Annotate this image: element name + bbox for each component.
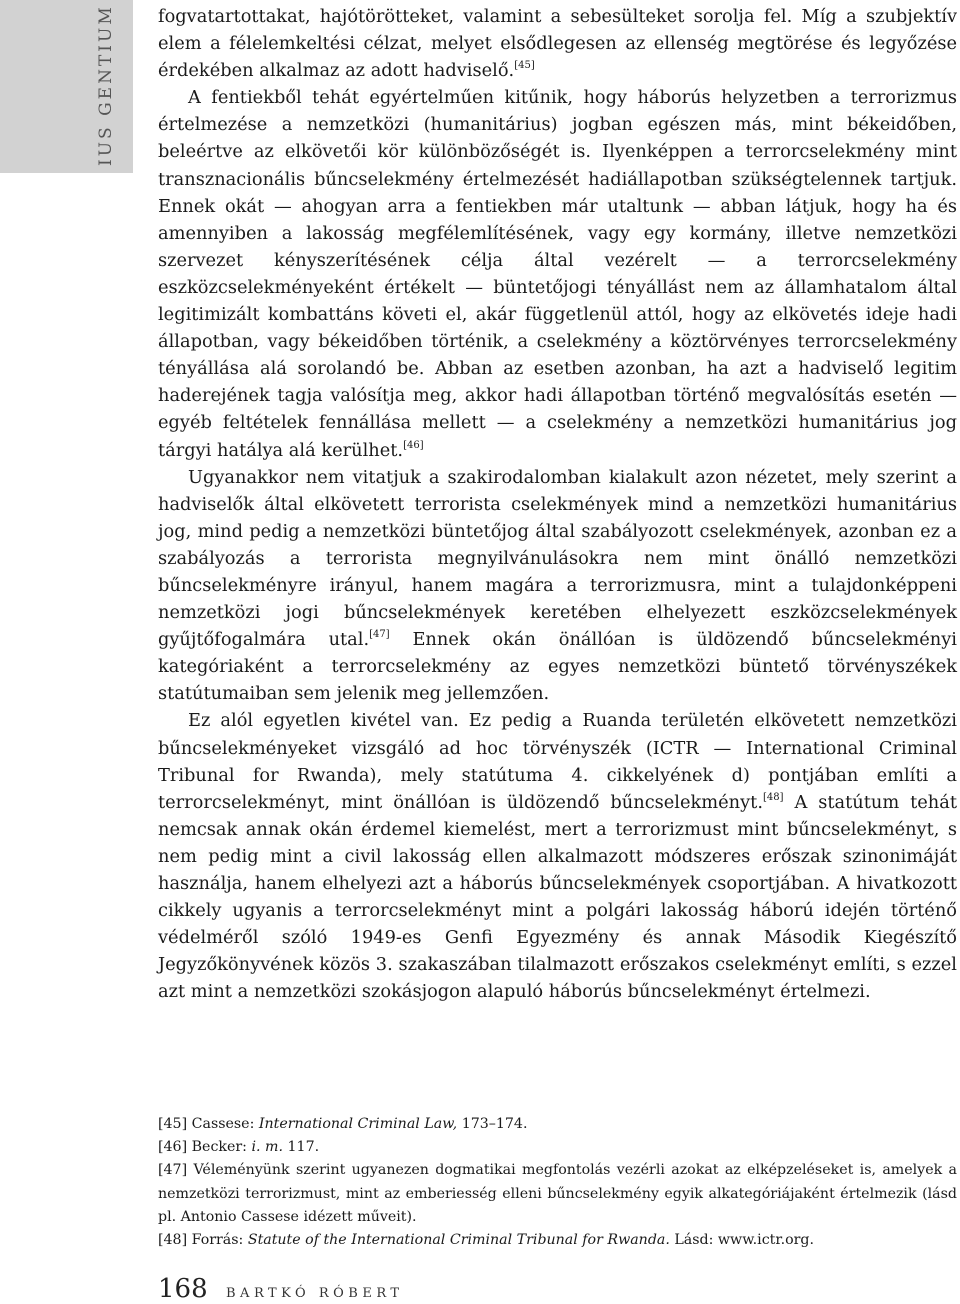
text-run: [47] Véleményünk szerint ugyanezen dogmatikai megfontolás vezérli azokat az elképzeléseket is, amelyek a nemzetközi terrorizmust, mint az emberiesség elleni bűncselekmény egyik alkategóriájaként értelmezik (lásd pl. Antonio Cassese idézett műveit). <box>158 1162 957 1225</box>
text-run: Ez alól egyetlen kivétel van. Ez pedig a Ruanda területén elkövetett nemzetközi bűncselekményeket vizsgáló ad hoc törvényszék (ICTR — International Criminal Tribunal for Rwanda), mely statútuma 4. cikkelyének d) pontjában említi a terrorcselekményt, mint önállóan is üldözendő bűncselekményt. <box>158 710 957 813</box>
text-run: [45] Cassese: <box>158 1116 259 1132</box>
footnote-reference: [47] <box>369 629 390 641</box>
text-run: Lásd: www.ictr.org. <box>669 1232 815 1249</box>
text-run: Ennek okán önállóan is üldözendő bűncselekményi kategóriaként a terrorcselekmény az egyes nemzetközi büntető törvényszékek statútumaiban sem jelenik meg jellemzően. <box>158 629 957 705</box>
paragraph <box>158 3 957 84</box>
text-run: [46] Becker: <box>158 1139 252 1156</box>
text-run: Ugyanakkor nem vitatjuk a szakirodalomban kialakult azon nézetet, mely szerint a hadviselők által elkövetett terrorista cselekmények mind a nemzetközi humanitárius jog, mind pedig a nemzetközi büntetőjog által szabályozott cselekmények, azonban ez a szabályozás a terrorista megnyilvánulásokra nem mint önálló nemzetközi bűncselekményre irányul, hanem magára a terrorizmusra, mint a tulajdonképpeni nemzetközi jogi bűncselekmények keretében elhelyezett eszközcselekmények gyűjtőfogalmára utal. <box>158 466 957 651</box>
italic-text: International Criminal Law, <box>258 1116 458 1132</box>
footnote-reference: [48] <box>762 791 784 803</box>
italic-text: Statute of the International Criminal Tribunal for Rwanda. <box>247 1232 670 1249</box>
main-text <box>158 3 957 1005</box>
footnote-reference: [45] <box>514 60 535 72</box>
text-run: 117. <box>283 1139 320 1156</box>
journal-section-label: IUS GENTIUM <box>96 4 116 166</box>
text-run: [48] Forrás: <box>158 1232 248 1249</box>
paragraph <box>158 464 957 708</box>
journal-section-tab <box>0 0 133 173</box>
text-run: A fentiekből tehát egyértelműen kitűnik, hogy háborús helyzetben a terrorizmus értelmezése a nemzetközi (humanitárius) jogban egészen más, mint békeidőben, beleértve az elkövetői kör különbözőségét is. Ilyenképpen a terrorcselekmény mint transznacionális bűncselekmény értelmezését hadiállapotban szükségtelennek tartjuk. Ennek okát — ahogyan arra a fentiekben már utaltunk — abban látjuk, hogy ha és amennyiben a lakosság megfélemlítésének, vagy egy kormány, illetve nemzetközi szervezet kényszerítésének célja által vezérelt — a terrorcselekmény eszközcselekményeként értékelt — büntetőjogi tényállást nem az államhatalom által legitimizált kombattáns követi el, akár függetlenül attól, hogy az elkövetés ideje hadi állapotban, vagy békeidőben történik, a cselekmény a köztörvényes terrorcselekmény tényállása alá sorolandó be. Abban az esetben azonban, ha azt a hadviselő legitim haderejének tagja valósítja meg, akkor hadi állapotban történő megvalósítás esetén — egyéb feltételek fennállása mellett — a cselekmény a nemzetközi humanitárius jog tárgyi hatálya alá kerülhet. <box>158 87 957 461</box>
italic-text: i. m. <box>251 1139 283 1156</box>
footnote <box>158 1159 957 1229</box>
paragraph <box>158 84 957 463</box>
running-footer-author: BARTKÓ RÓBERT <box>226 1286 404 1301</box>
paragraph <box>158 707 957 1005</box>
page-number: 168 <box>158 1274 208 1304</box>
text-run: A statútum tehát nemcsak annak okán érdemel kiemelést, mert a terrorizmust mint bűncselekményt, s nem pedig mint a civil lakosság ellen alkalmazott módszeres erőszak szinonimáját használja, hanem elhelyezi azt a háborús bűncselekmények csoportjában. A hivatkozott cikkely ugyanis a terrorcselekményt mint a polgári lakosság háború idején történő védelméről szóló 1949-es Genfi Egyezmény és annak Második Kiegészítő Jegyzőkönyvének közös 3. szakaszában tilalmazott erőszakos cselekményt említi, s ezzel azt mint a nemzetközi szokásjogon alapuló háborús bűncselekményt értelmezi. <box>158 791 957 1003</box>
text-run: fogvatartottakat, hajótörötteket, valamint a sebesülteket sorolja fel. Míg a szubjektív elem a félelemkeltési célzat, melyet elsődlegesen az ellenség megtörése és legyőzése érdekében alkalmaz az adott hadviselő. <box>158 6 957 82</box>
footnote <box>158 1136 957 1159</box>
footnote <box>158 1113 957 1136</box>
footnote-reference: [46] <box>403 439 424 451</box>
footnotes <box>158 1113 957 1252</box>
footnote <box>158 1229 957 1252</box>
text-run: 173–174. <box>457 1116 528 1132</box>
